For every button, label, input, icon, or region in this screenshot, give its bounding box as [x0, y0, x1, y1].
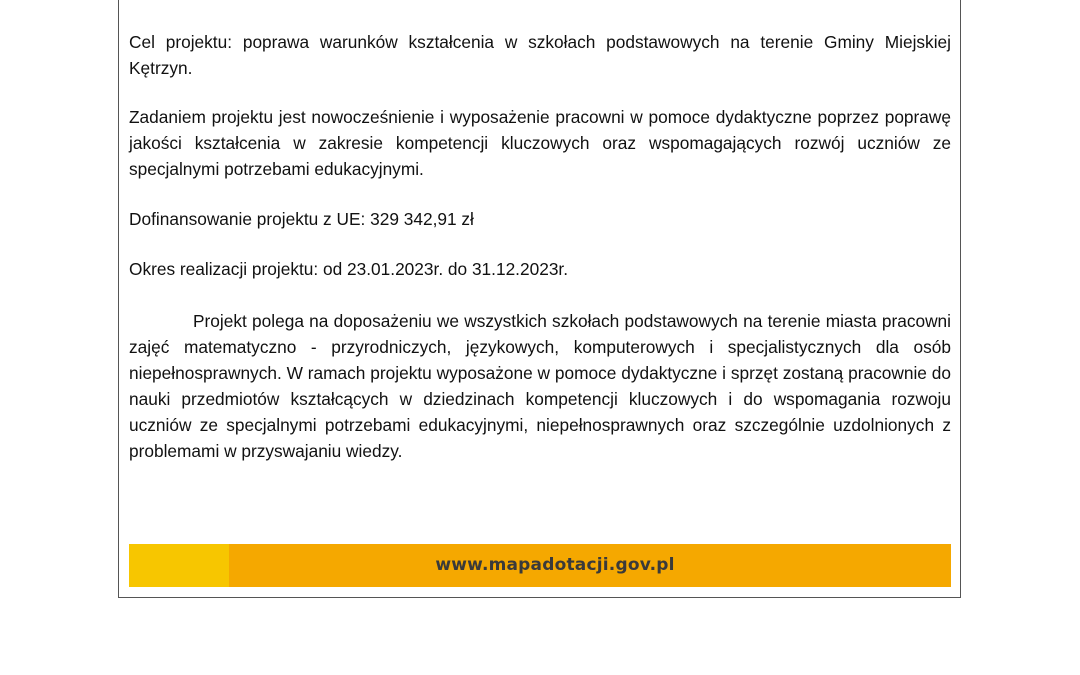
project-task-paragraph: Zadaniem projektu jest nowocześnienie i wyposażenie pracowni w pomoce dydaktyczne poprzez poprawę jakości kształcenia w zakresie kompetencji kluczowych oraz wspomagających rozwój uczniów ze specjalnymi potrzebami edukacyjnymi.	[129, 107, 951, 179]
project-goal-paragraph: Cel projektu: poprawa warunków kształcenia w szkołach podstawowych na terenie Gminy Miejskiej Kętrzyn.	[129, 32, 951, 78]
project-description-paragraph: Projekt polega na doposażeniu we wszystkich szkołach podstawowych na terenie miasta pracowni zajęć matematyczno - przyrodniczych, językowych, komputerowych i specjalistycznych dla osób niepełnosprawnych. W ramach projektu wyposażone w pomoce dydaktyczne i sprzęt zostaną pracownie do nauki przedmiotów kształcących w dziedzinach kompetencji kluczowych i do wspomagania rozwoju uczniów ze specjalnymi potrzebami edukacyjnymi, niepełnosprawnych oraz szczególnie uzdolnionych z problemami w przyswajaniu wiedzy.	[129, 311, 951, 461]
banner-url-link[interactable]: www.mapadotacji.gov.pl	[435, 555, 675, 575]
funding-banner	[129, 544, 951, 587]
project-period-paragraph: Okres realizacji projektu: od 23.01.2023r. do 31.12.2023r.	[129, 259, 569, 279]
document-body	[129, 29, 951, 487]
funding-amount-paragraph: Dofinansowanie projektu z UE: 329 342,91 zł	[129, 209, 474, 229]
